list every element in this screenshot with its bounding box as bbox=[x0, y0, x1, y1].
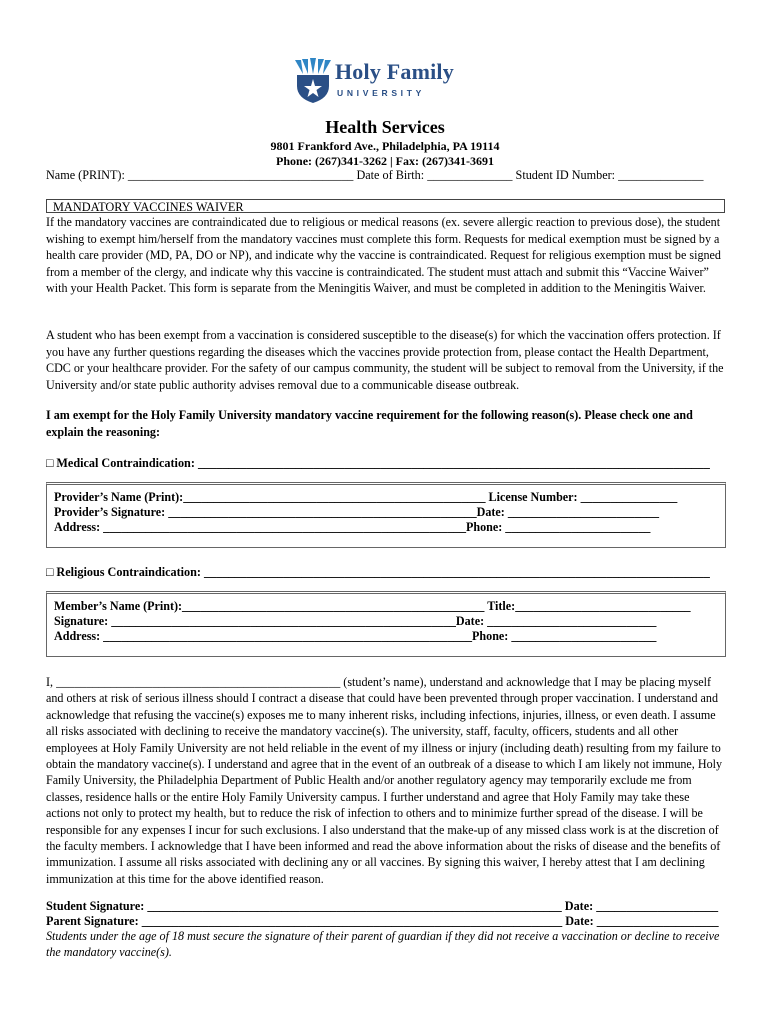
header-address: 9801 Frankford Ave., Philadelphia, PA 19114 bbox=[270, 139, 500, 153]
parent-date-field[interactable]: ____________________ bbox=[596, 914, 719, 928]
member-signature-row bbox=[54, 614, 656, 629]
provider-signature-row bbox=[54, 505, 659, 520]
page-title: Health Services bbox=[325, 117, 445, 137]
medical-checkbox[interactable]: □ bbox=[46, 456, 54, 470]
university-logo bbox=[293, 58, 468, 104]
provider-signature-label: Provider’s Signature: bbox=[54, 505, 169, 519]
provider-phone-label: Phone: bbox=[465, 520, 506, 534]
exempt-statement bbox=[46, 407, 726, 440]
student-signature-field[interactable]: ____________________________________________________________________ bbox=[147, 899, 562, 913]
medical-contraindication-line bbox=[46, 456, 726, 471]
logo-subtitle: UNIVERSITY bbox=[337, 88, 426, 98]
logo-wordmark: Holy Family bbox=[335, 59, 454, 84]
provider-date-field[interactable]: _________________________ bbox=[507, 505, 660, 519]
religious-checkbox[interactable]: □ bbox=[46, 565, 54, 579]
ack-lead: I, bbox=[46, 675, 57, 689]
shield-crest-icon bbox=[293, 58, 333, 104]
student-id-line bbox=[46, 168, 726, 183]
provider-name-label: Provider’s Name (Print): bbox=[54, 490, 184, 504]
student-signature-line bbox=[46, 899, 726, 914]
religious-reason-field[interactable]: ___________________________________________________________________________________ bbox=[204, 565, 710, 579]
member-signature-label: Signature: bbox=[54, 614, 112, 628]
provider-address-label: Address: bbox=[54, 520, 104, 534]
member-date-label: Date: bbox=[455, 614, 488, 628]
parent-signature-label: Parent Signature: bbox=[46, 914, 142, 928]
provider-phone-field[interactable]: ________________________ bbox=[505, 520, 651, 534]
name-label: Name (PRINT): bbox=[46, 168, 128, 182]
student-id-label: Student ID Number: bbox=[512, 168, 619, 182]
parent-signature-line bbox=[46, 914, 726, 929]
parent-date-label: Date: bbox=[562, 914, 597, 928]
provider-name-field[interactable]: __________________________________________________ bbox=[183, 490, 486, 504]
member-phone-field[interactable]: ________________________ bbox=[511, 629, 657, 643]
waiver-intro-text: If the mandatory vaccines are contraindicated due to religious or medical reasons (ex. severe allergic reaction to previous dose), the student wishing to exempt him/herself from the mandatory vaccines must complete this form. Requests for medical exemption must be signed by a health care provider (MD, PA, DO or NP), and indicate why the vaccine is contraindicated. Request for religious exemption must be signed from a member of the clergy, and indicate why this vaccine is contraindicated. The student must attach and submit this “Vaccine Waiver” with your Health Packet. This form is separate from the Meningitis Waiver, and must be completed in addition to the Meningitis Waiver. bbox=[46, 215, 721, 295]
ack-text: (student’s name), understand and acknowledge that I may be placing myself and others at risk of serious illness should I contract a disease that could have been prevented through proper vaccination. I understand and acknowledge that refusing the vaccine(s) exposes me to many inherent risks, including infections, injuries, illness, or even death. I assume all risks associated with declining to receive the mandatory vaccine(s). The university, staff, faculty, officers, students and all other employees at Holy Family University are not held reliable in the event of my illness or injury (including death) resulting from my failure to obtain the mandatory vaccine(s). I understand and agree that in the event of an outbreak of a disease to which I am likely not immune, Holy Family University, the Philadelphia Department of Public Health and/or another regulatory agency may temporarily exclude me from classes, residence halls or the entire Holy Family University campus. I further understand and agree that Holy Family may take these actions not only to protect my health, but to reduce the risk of infection to others and to minimize further spread of the disease. I will be responsible for any expenses I incur for such exclusions. I also understand that the make-up of any missed class work is at the discretion of the faculty members. I acknowledge that I have been informed and read the above information about the risks of disease and the benefits of immunization. I assume all risks associated with declining any or all vaccines. By signing this waiver, I hereby attest that I am declining immunization at this time for the above identified reason. bbox=[46, 675, 723, 886]
susceptibility-text: A student who has been exempt from a vaccination is considered susceptible to the disease(s) for which the vaccination offers protection. If you have any further questions regarding the diseases which the vaccines provide protection from, please contact the Health Department, CDC or your healthcare provider. For the safety of our campus community, the student will be subject to removal from the University, if the University and/or state public authority advises removal due to a communicable disease outbreak. bbox=[46, 328, 724, 392]
student-date-field[interactable]: ____________________ bbox=[596, 899, 719, 913]
provider-signature-field[interactable]: ___________________________________________________ bbox=[168, 505, 477, 519]
dob-field[interactable]: ______________ bbox=[427, 168, 513, 182]
provider-address-field[interactable]: ____________________________________________________________ bbox=[103, 520, 466, 534]
dob-label: Date of Birth: bbox=[353, 168, 428, 182]
title-label: Title: bbox=[484, 599, 516, 613]
clergy-box bbox=[46, 591, 726, 657]
acknowledgement-paragraph bbox=[46, 674, 726, 887]
license-label: License Number: bbox=[485, 490, 581, 504]
name-field[interactable]: _____________________________________ bbox=[127, 168, 354, 182]
religious-label: Religious Contraindication: bbox=[53, 565, 205, 579]
provider-date-label: Date: bbox=[476, 505, 508, 519]
parent-signature-field[interactable]: _____________________________________________________________________ bbox=[141, 914, 563, 928]
member-phone-label: Phone: bbox=[472, 629, 512, 643]
header-phone: Phone: (267)341-3262 | Fax: (267)341-3691 bbox=[276, 154, 494, 168]
title-field[interactable]: _____________________________ bbox=[515, 599, 691, 613]
religious-contraindication-line bbox=[46, 565, 726, 580]
student-id-field[interactable]: ______________ bbox=[618, 168, 704, 182]
member-date-field[interactable]: ____________________________ bbox=[487, 614, 657, 628]
waiver-paragraph-2 bbox=[46, 327, 726, 393]
member-address-field[interactable]: _____________________________________________________________ bbox=[103, 629, 473, 643]
license-field[interactable]: ________________ bbox=[580, 490, 678, 504]
student-date-label: Date: bbox=[561, 899, 597, 913]
medical-label: Medical Contraindication: bbox=[53, 456, 198, 470]
member-name-label: Member’s Name (Print): bbox=[54, 599, 183, 613]
medical-reason-field[interactable]: ____________________________________________________________________________________ bbox=[197, 456, 710, 470]
member-signature-field[interactable]: _________________________________________________________ bbox=[111, 614, 456, 628]
member-address-label: Address: bbox=[54, 629, 104, 643]
minor-signature-note bbox=[46, 929, 726, 960]
member-name-field[interactable]: __________________________________________________ bbox=[182, 599, 485, 613]
member-address-row bbox=[54, 629, 656, 644]
waiver-heading: MANDATORY VACCINES WAIVER bbox=[46, 199, 725, 213]
student-name-field[interactable]: _______________________________________________ bbox=[56, 675, 341, 689]
student-signature-label: Student Signature: bbox=[46, 899, 148, 913]
minor-note-text: Students under the age of 18 must secure the signature of their parent of guardian if they did not receive a vaccination or decline to receive the mandatory vaccine(s). bbox=[46, 929, 720, 959]
waiver-paragraph-1 bbox=[46, 214, 726, 297]
exempt-statement-text: I am exempt for the Holy Family University mandatory vaccine requirement for the following reason(s). Please check one and explain the reasoning: bbox=[46, 408, 693, 439]
provider-name-row bbox=[54, 490, 677, 505]
provider-address-row bbox=[54, 520, 650, 535]
member-name-row bbox=[54, 599, 691, 614]
provider-box bbox=[46, 482, 726, 548]
